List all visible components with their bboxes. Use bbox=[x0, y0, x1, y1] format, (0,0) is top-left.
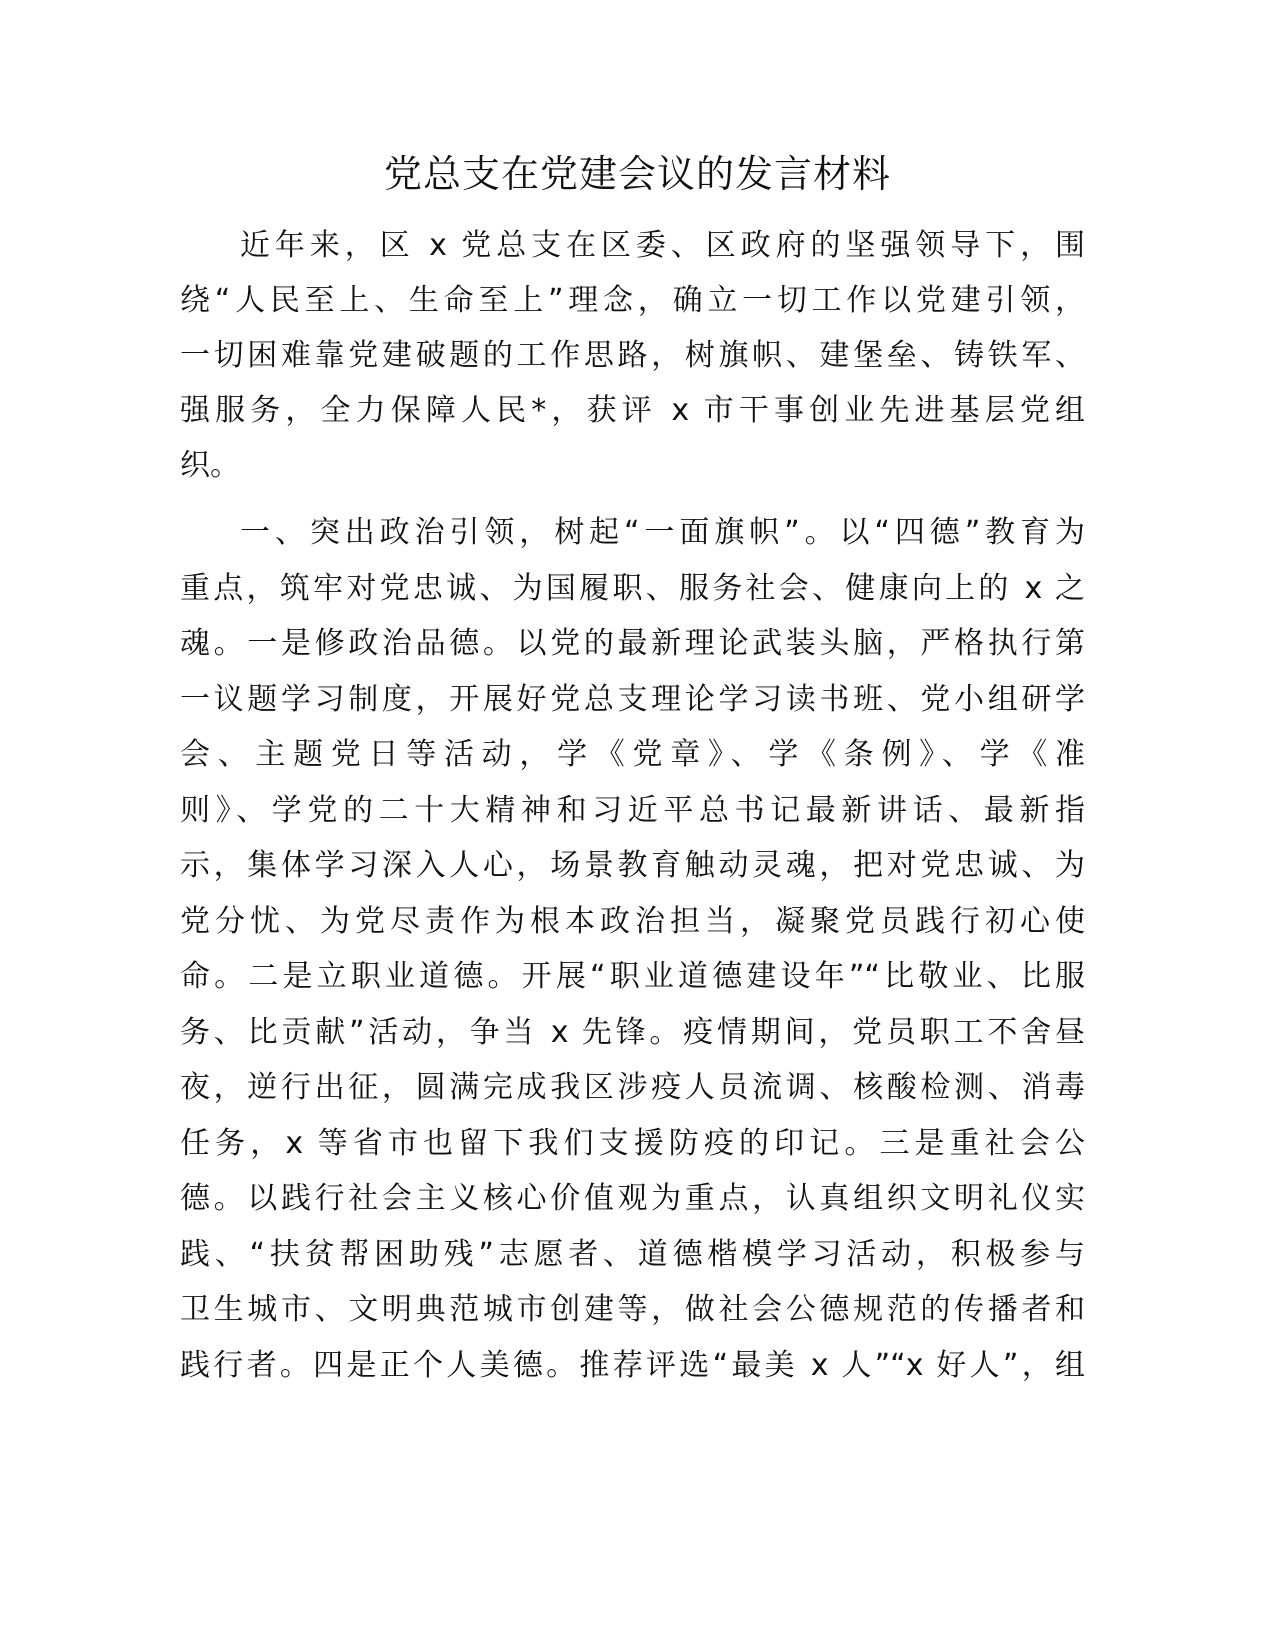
paragraph-2-line-13: 德。以践行社会主义核心价值观为重点，认真组织文明礼仪实 bbox=[180, 1181, 1085, 1216]
paragraph-2-line-1: 一、突出政治引领，树起“一面旗帜”。以“四德”教育为 bbox=[240, 515, 1085, 550]
paragraph-2-line-16: 践行者。四是正个人美德。推荐评选“最美 x 人”“x 好人”，组 bbox=[180, 1348, 1085, 1383]
paragraph-2-line-12: 任务，x 等省市也留下我们支援防疫的印记。三是重社会公 bbox=[180, 1126, 1085, 1161]
paragraph-2-line-5: 会、主题党日等活动，学《党章》、学《条例》、学《准 bbox=[180, 737, 1085, 772]
paragraph-2-line-4: 一议题学习制度，开展好党总支理论学习读书班、党小组研学 bbox=[180, 682, 1085, 717]
paragraph-2-line-14: 践、“扶贫帮困助残”志愿者、道德楷模学习活动，积极参与 bbox=[180, 1237, 1085, 1272]
paragraph-2-line-6: 则》、学党的二十大精神和习近平总书记最新讲话、最新指 bbox=[180, 793, 1085, 828]
paragraph-2-line-11: 夜，逆行出征，圆满完成我区涉疫人员流调、核酸检测、消毒 bbox=[180, 1070, 1085, 1105]
paragraph-2-line-7: 示，集体学习深入人心，场景教育触动灵魂，把对党忠诚、为 bbox=[180, 848, 1085, 883]
paragraph-1-line-2: 绕“人民至上、生命至上”理念，确立一切工作以党建引领， bbox=[180, 283, 1085, 318]
paragraph-1-line-5: 织。 bbox=[180, 448, 240, 483]
paragraph-1-line-3: 一切困难靠党建破题的工作思路，树旗帜、建堡垒、铸铁军、 bbox=[180, 338, 1085, 373]
paragraph-2-line-10: 务、比贡献”活动，争当 x 先锋。疫情期间，党员职工不舍昼 bbox=[180, 1015, 1085, 1050]
paragraph-2-line-2: 重点，筑牢对党忠诚、为国履职、服务社会、健康向上的 x 之 bbox=[180, 571, 1085, 606]
paragraph-1-line-4: 强服务，全力保障人民*，获评 x 市干事创业先进基层党组 bbox=[180, 393, 1085, 428]
paragraph-2-line-15: 卫生城市、文明典范城市创建等，做社会公德规范的传播者和 bbox=[180, 1292, 1085, 1327]
paragraph-2-line-9: 命。二是立职业道德。开展“职业道德建设年”“比敬业、比服 bbox=[180, 959, 1085, 994]
document-title: 党总支在党建会议的发言材料 bbox=[383, 152, 891, 196]
paragraph-2-line-3: 魂。一是修政治品德。以党的最新理论武装头脑，严格执行第 bbox=[180, 626, 1085, 661]
paragraph-1-line-1: 近年来，区 x 党总支在区委、区政府的坚强领导下，围 bbox=[240, 228, 1085, 263]
paragraph-2-line-8: 党分忧、为党尽责作为根本政治担当，凝聚党员践行初心使 bbox=[180, 904, 1085, 939]
